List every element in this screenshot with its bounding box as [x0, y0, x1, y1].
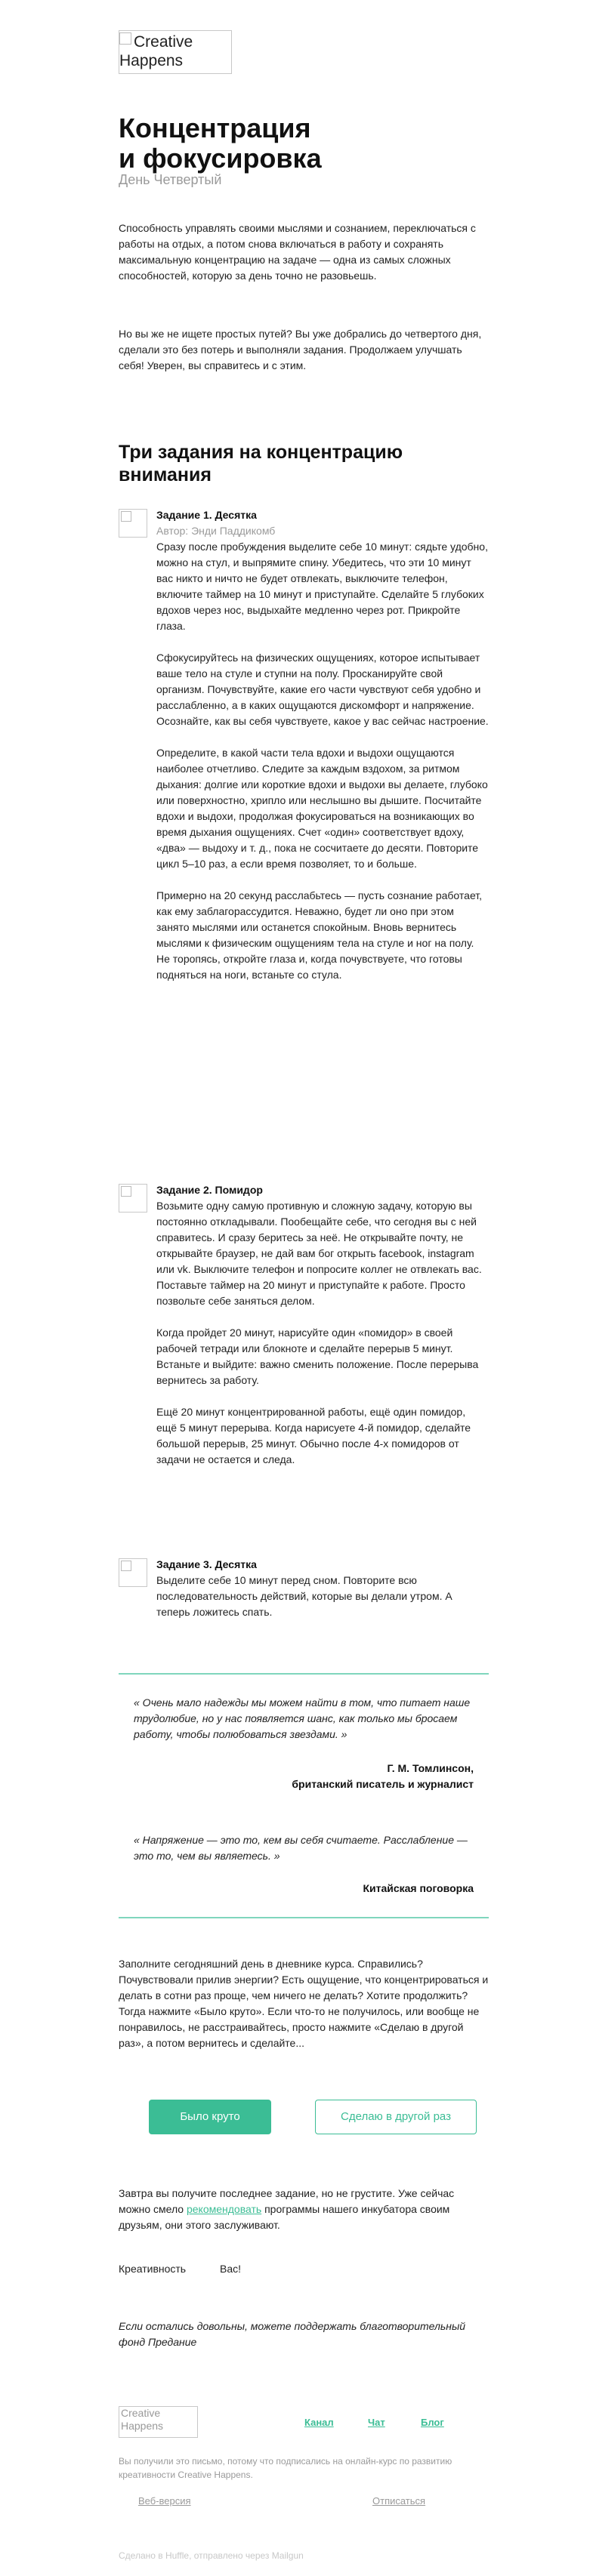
task-3-body: [156, 1557, 489, 1636]
page-subtitle: День Четвертый: [119, 172, 222, 187]
diary-text: Заполните сегодняшний день в дневнике курса. Справились? Почувствовали прилив энергии? Есть ощущение, что концентрироваться и делать в сотни раз проще, чем ничего не делать? Хотите продолжить? Тогда нажмите «Было круто». Если что-то не получилось, или вообще не понравилось, не расстраивайтесь, просто нажмите «Сделаю в другой раз», а потом вернитесь и сделайте...: [119, 1958, 489, 2049]
subscription-note: Вы получили это письмо, потому что подписались на онлайн-курс по развитию креативности Creative Happens.: [119, 2456, 452, 2480]
intro-paragraph-1: Способность управлять своими мыслями и сознанием, переключаться с работы на отдых, а потом снова включаться в работу и сохранять максимальную концентрацию на задаче — одна из самых сложных способностей, которую за день точно не разовьешь.: [119, 222, 476, 282]
footer-logo-alt-text: Creative Happens: [121, 2407, 164, 2432]
broken-image-icon: [119, 32, 131, 45]
quote-divider-bottom: [119, 1917, 489, 1918]
task-2-image: [119, 1184, 147, 1213]
section-title: Три задания на концентрацию внимания: [119, 442, 403, 485]
task-1-paragraph: Сразу после пробуждения выделите себе 10 минут: сядьте удобно, можно на стул, и выпрямите спину. Убедитесь, что эти 10 минут вас никто и ничто не будет отвлекать, выключите телефон, включите таймер на 10 минут и приступайте. Сделайте 5 глубоких вдохов через нос, выдыхайте медленно через рот. Прикройте глаза.: [156, 541, 488, 632]
task-1-paragraph: Определите, в какой части тела вдохи и выдохи ощущаются наиболее отчетливо. Следите за каждым вздохом, за ритмом дыхания: долгие или короткие вдохи и выдохи вы делаете, глубоко или поверхностно, хрипло или неслышно вы дышите. Посчитайте вдохи и выдохи, продолжая фокусироваться на возникающих во время дыхания ощущениях. Счет «один» соответствует вдоху, «два» — выдоху и т. д., пока не сосчитаете до десяти. Повторите цикл 5–10 раз, а если время позволяет, то и больше.: [156, 747, 488, 870]
task-3-image: [119, 1558, 147, 1587]
quote-1-text: « Очень мало надежды мы можем найти в том, что питает наше трудолюбие, но у нас появляется шанс, как только мы бросаем работу, чтобы полюбоваться звездами. »: [134, 1696, 471, 1740]
footer-nav-blog[interactable]: Блог: [421, 2417, 444, 2428]
signature-creativity: Креативность: [119, 2263, 187, 2275]
recommend-link[interactable]: рекомендовать: [186, 2203, 262, 2215]
intro-paragraph-2: Но вы же не ищете простых путей? Вы уже добрались до четвертого дня, сделали это без потерь и выполняли задания. Продолжаем улучшать себя! Уверен, вы справитесь и с этим.: [119, 328, 482, 371]
quote-2-author: Китайская поговорка: [363, 1882, 474, 1894]
task-1-image: [119, 509, 147, 538]
task-1-author: Автор: Энди Паддикомб: [156, 525, 276, 537]
logo[interactable]: [119, 30, 232, 74]
quote-2-text: « Напряжение — это то, кем вы себя считаете. Расслабление — это то, чем вы являетесь. »: [134, 1834, 468, 1862]
quote-1-author: Г. М. Томлинсон, британский писатель и журналист: [292, 1762, 474, 1790]
task-3-title: Задание 3. Десятка: [156, 1558, 257, 1570]
footer-logo[interactable]: [119, 2406, 198, 2438]
web-version-link[interactable]: Веб-версия: [138, 2495, 191, 2507]
closing-text: [119, 2186, 489, 2233]
was-great-button[interactable]: Было круто: [149, 2100, 271, 2134]
signature-you: Вас!: [220, 2263, 242, 2275]
quote-divider-top: [119, 1673, 489, 1675]
task-2-paragraph: Возьмите одну самую противную и сложную задачу, которую вы постоянно откладывали. Пообещайте себе, что сегодня вы с ней справитесь. И сразу беритесь за неё. Не открывайте почту, не открывайте браузер, не дай вам бог открыть facebook, instagram или vk. Выключите телефон и попросите коллег не отвлекать вас. Поставьте таймер на 20 минут и приступайте к работе. Просто позвольте себе заняться делом.: [156, 1200, 482, 1307]
task-1-paragraph: Сфокусируйтесь на физических ощущениях, которое испытывает ваше тело на стуле и ступни на полу. Просканируйте свой организм. Почувствуйте, какие его части чувствуют себя удобно и расслабленно, а в каких ощущаются дискомфорт и напряжение. Осознайте, как вы себя чувствуете, какое у вас сейчас настроение.: [156, 652, 489, 727]
task-1-paragraph: Примерно на 20 секунд расслабьтесь — пусть сознание работает, как ему заблагорассудится. Неважно, будет ли оно при этом занято мыслями или останется спокойным. Вновь вернитесь мыслями к физическим ощущениям тела на стуле и ног на полу. Не торопясь, откройте глаза и, когда почувствуете, что готовы подняться на ноги, встаньте со стула.: [156, 889, 483, 981]
task-3-paragraph: Выделите себе 10 минут перед сном. Повторите всю последовательность действий, которые вы делали утром. А теперь ложитесь спать.: [156, 1574, 452, 1618]
task-2-title: Задание 2. Помидор: [156, 1184, 263, 1196]
closing-text-after: программы нашего инкубатора своим друзьям, они этого заслуживают.: [119, 2203, 450, 2231]
task-2-paragraph: Когда пройдет 20 минут, нарисуйте один «помидор» в своей рабочей тетради или блокноте и сделайте перерыв 5 минут. Встаньте и выйдите: важно сменить положение. После перерыва вернитесь за работу.: [156, 1327, 479, 1386]
footer-nav-channel[interactable]: Канал: [304, 2417, 334, 2428]
footer-nav-chat[interactable]: Чат: [368, 2417, 385, 2428]
unsubscribe-link[interactable]: Отписаться: [372, 2495, 426, 2507]
task-2-body: [156, 1182, 489, 1484]
sent-via-note: Сделано в Нuffle, отправлено через Mailgun: [119, 2550, 304, 2561]
logo-alt-text: Creative Happens: [119, 33, 193, 69]
charity-text: Если остались довольны, можете поддержать благотворительный фонд Предание: [119, 2320, 466, 2348]
page-title: Концентрация и фокусировка: [119, 112, 322, 174]
do-later-button[interactable]: Сделаю в другой раз: [315, 2100, 477, 2134]
task-1-title: Задание 1. Десятка: [156, 509, 257, 521]
task-2-paragraph: Ещё 20 минут концентрированной работы, ещё один помидор, ещё 5 минут перерыва. Когда нарисуете 4-й помидор, сделайте большой перерыв, 25 минут. Обычно после 4-х помидоров от задачи не остается и следа.: [156, 1406, 471, 1465]
closing-text-before: Завтра вы получите последнее задание, но не грустите. Уже сейчас можно смело: [119, 2187, 455, 2215]
task-1-body: [156, 507, 489, 999]
